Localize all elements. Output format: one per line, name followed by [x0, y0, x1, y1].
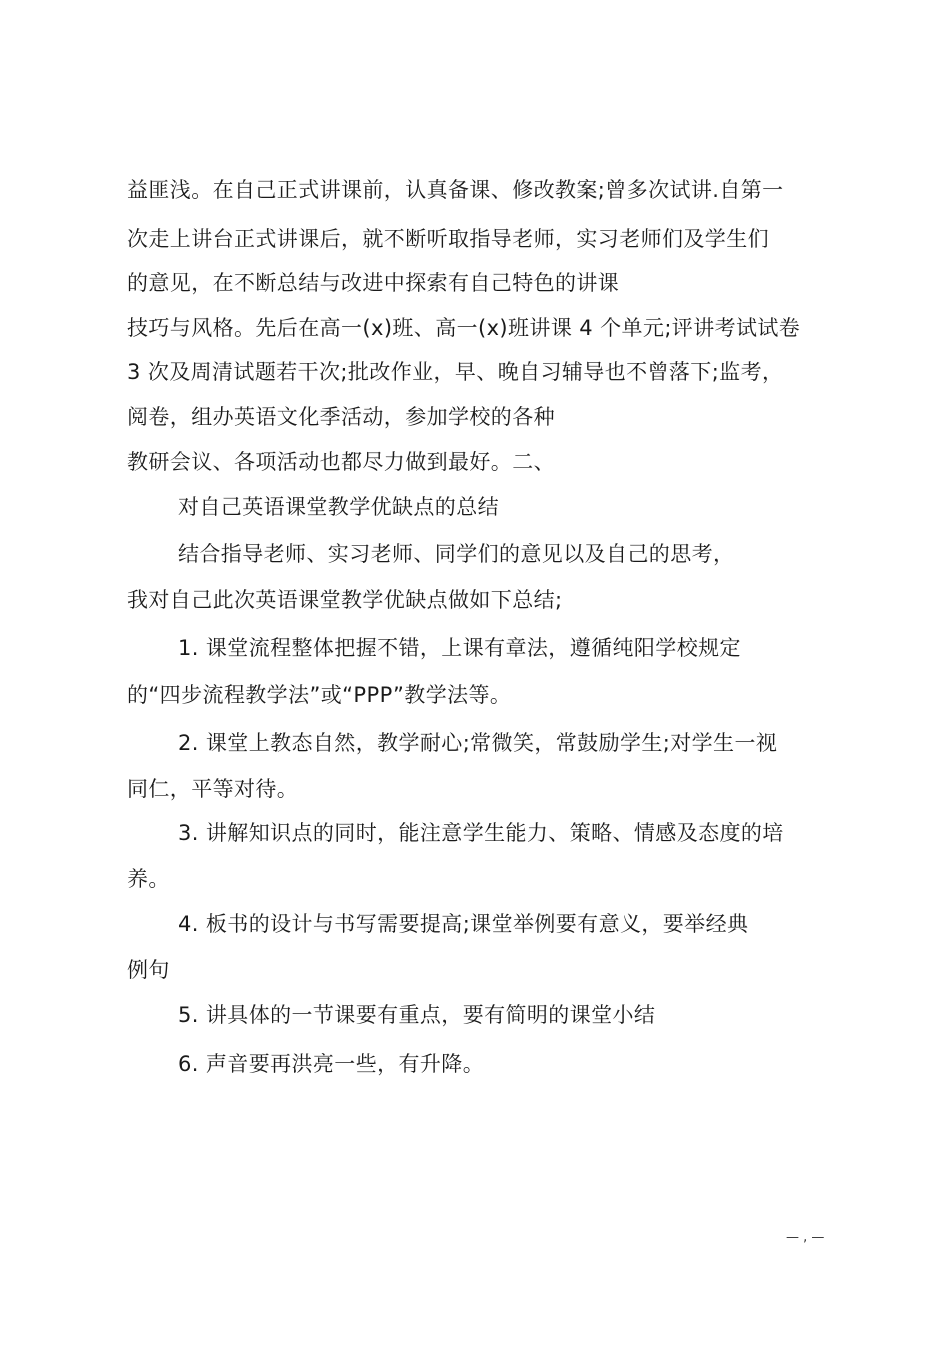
paragraph-line: 技巧与风格。先后在高一(x)班、高一(x)班讲课 4 个单元;评讲考试试卷 [127, 316, 801, 340]
paragraph-line: 益匪浅。在自己正式讲课前，认真备课、修改教案;曾多次试讲.自第一 [127, 178, 784, 202]
list-item-line: 养。 [127, 867, 170, 891]
intro-line: 我对自己此次英语课堂教学优缺点做如下总结; [127, 588, 563, 612]
list-item-line: 2. 课堂上教态自然，教学耐心;常微笑，常鼓励学生;对学生一视 [178, 731, 778, 755]
list-item-line: 1. 课堂流程整体把握不错，上课有章法，遵循纯阳学校规定 [178, 636, 741, 660]
paragraph-line: 阅卷，组办英语文化季活动，参加学校的各种 [127, 405, 555, 429]
list-item-line: 6. 声音要再洪亮一些，有升降。 [178, 1052, 485, 1076]
list-item-line: 5. 讲具体的一节课要有重点，要有简明的课堂小结 [178, 1003, 656, 1027]
list-item-line: 的“四步流程教学法”或“PPP”教学法等。 [127, 683, 512, 707]
list-item-line: 3. 讲解知识点的同时，能注意学生能力、策略、情感及态度的培 [178, 821, 784, 845]
list-item-line: 例句 [127, 958, 170, 982]
paragraph-line: 的意见，在不断总结与改进中探索有自己特色的讲课 [127, 271, 620, 295]
section-heading: 对自己英语课堂教学优缺点的总结 [178, 495, 499, 519]
paragraph-line: 教研会议、各项活动也都尽力做到最好。二、 [127, 450, 555, 474]
list-item-line: 4. 板书的设计与书写需要提高;课堂举例要有意义，要举经典 [178, 912, 749, 936]
paragraph-line: 3 次及周清试题若干次;批改作业，早、晚自习辅导也不曾落下;监考， [127, 360, 784, 384]
page-number: — , — [786, 1230, 825, 1245]
list-item-line: 同仁，平等对待。 [127, 777, 299, 801]
intro-line: 结合指导老师、实习老师、同学们的意见以及自己的思考， [178, 542, 735, 566]
paragraph-line: 次走上讲台正式讲课后，就不断听取指导老师，实习老师们及学生们 [127, 227, 769, 251]
